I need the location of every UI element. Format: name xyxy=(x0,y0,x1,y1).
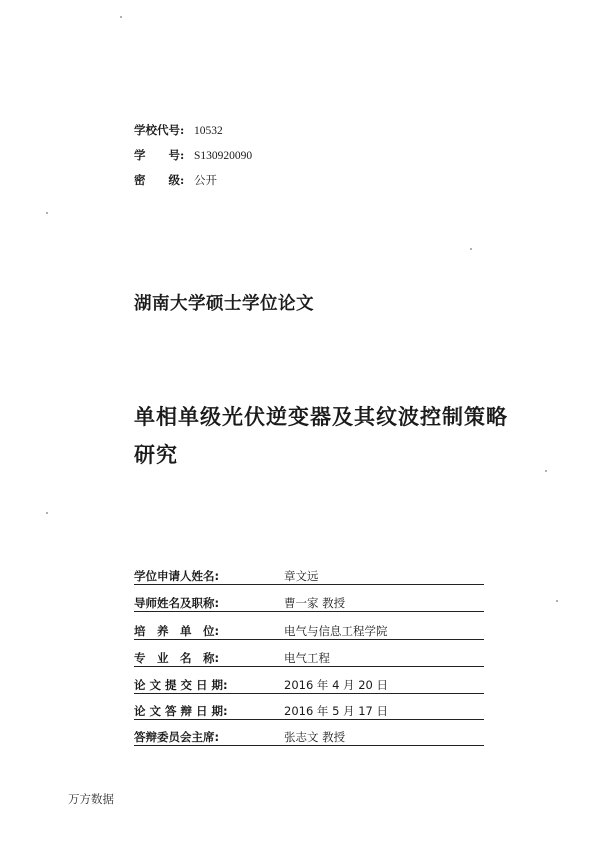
underline xyxy=(134,693,484,694)
scan-speck xyxy=(46,512,48,514)
underline xyxy=(134,745,484,746)
underline xyxy=(134,666,484,667)
info-value: 2016 年 5 月 17 日 xyxy=(284,704,388,718)
underline xyxy=(134,611,484,612)
info-row-supervisor xyxy=(134,595,484,613)
info-value: 电气工程 xyxy=(284,651,330,665)
secrecy-value: 公开 xyxy=(194,175,217,187)
school-code-value: 10532 xyxy=(194,125,223,137)
info-value: 张志文 教授 xyxy=(284,730,346,744)
scan-speck xyxy=(46,212,48,214)
info-row-applicant xyxy=(134,568,484,586)
student-id-label: 学 号: xyxy=(134,148,185,162)
info-row-submit-date xyxy=(134,677,484,695)
underline xyxy=(134,719,484,720)
info-label: 专 业 名 称: xyxy=(134,651,220,665)
thesis-title: 单相单级光伏逆变器及其纹波控制策略研究 xyxy=(134,405,508,467)
info-row-defense-date xyxy=(134,703,484,721)
school-code-row xyxy=(134,123,223,138)
info-value: 电气与信息工程学院 xyxy=(284,624,388,638)
secrecy-row xyxy=(134,173,217,188)
university-title: 湖南大学硕士学位论文 xyxy=(134,294,314,314)
info-value: 章文远 xyxy=(284,569,319,583)
scan-speck xyxy=(120,16,122,18)
info-label: 导师姓名及职称: xyxy=(134,596,220,610)
secrecy-label: 密 级: xyxy=(134,173,185,187)
school-code-label: 学校代号: xyxy=(134,123,185,137)
underline xyxy=(134,639,484,640)
info-label: 论 文 答 辩 日 期: xyxy=(134,704,228,718)
info-row-committee-chair xyxy=(134,729,484,747)
scan-speck xyxy=(470,248,472,250)
info-label: 答辩委员会主席: xyxy=(134,730,220,744)
student-id-value: S130920090 xyxy=(194,150,253,162)
underline xyxy=(134,584,484,585)
scan-speck xyxy=(556,600,558,602)
info-row-institute xyxy=(134,623,484,641)
student-id-row xyxy=(134,148,252,163)
info-label: 学位申请人姓名: xyxy=(134,569,220,583)
info-label: 培 养 单 位: xyxy=(134,624,220,638)
info-value: 曹一家 教授 xyxy=(284,596,346,610)
scan-speck xyxy=(545,470,547,472)
info-label: 论 文 提 交 日 期: xyxy=(134,678,228,692)
info-row-major xyxy=(134,650,484,668)
info-value: 2016 年 4 月 20 日 xyxy=(284,678,388,692)
footer-watermark: 万方数据 xyxy=(68,792,114,806)
